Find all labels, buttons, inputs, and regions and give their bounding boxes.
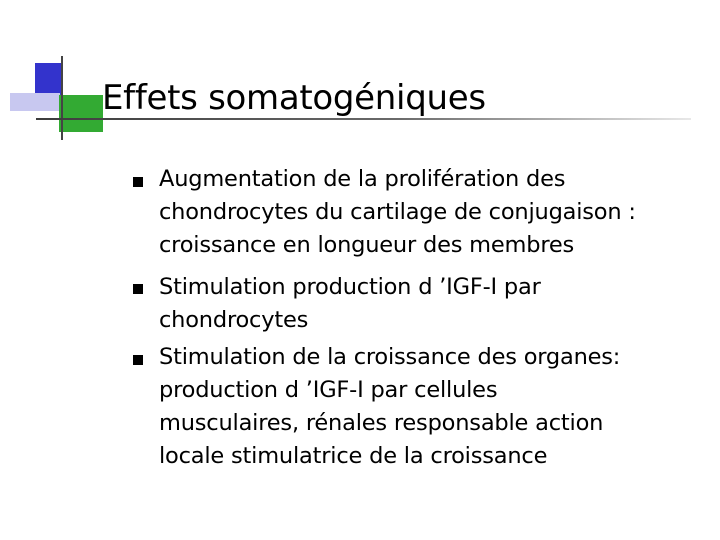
bullet-line: chondrocytes du cartilage de conjugaison : [159, 199, 636, 225]
slide-title: Effets somatogéniques [102, 78, 486, 118]
bullet-line: Stimulation de la croissance des organes: [159, 344, 621, 370]
bullet-item [159, 163, 704, 262]
bullet-line: Augmentation de la prolifération des [159, 166, 566, 192]
bullet-marker [133, 355, 143, 365]
bullet-marker [133, 177, 143, 187]
bullet-item [159, 341, 704, 473]
bullet-line: production d ’IGF-I par cellules [159, 377, 498, 403]
bullet-line: chondrocytes [159, 307, 309, 333]
bullet-line: Stimulation production d ’IGF-I par [159, 274, 541, 300]
bullet-line: croissance en longueur des membres [159, 232, 575, 258]
bullet-line: locale stimulatrice de la croissance [159, 443, 548, 469]
bullet-item [159, 271, 704, 337]
bullet-marker [133, 284, 143, 294]
bullet-line: musculaires, rénales responsable action [159, 410, 604, 436]
